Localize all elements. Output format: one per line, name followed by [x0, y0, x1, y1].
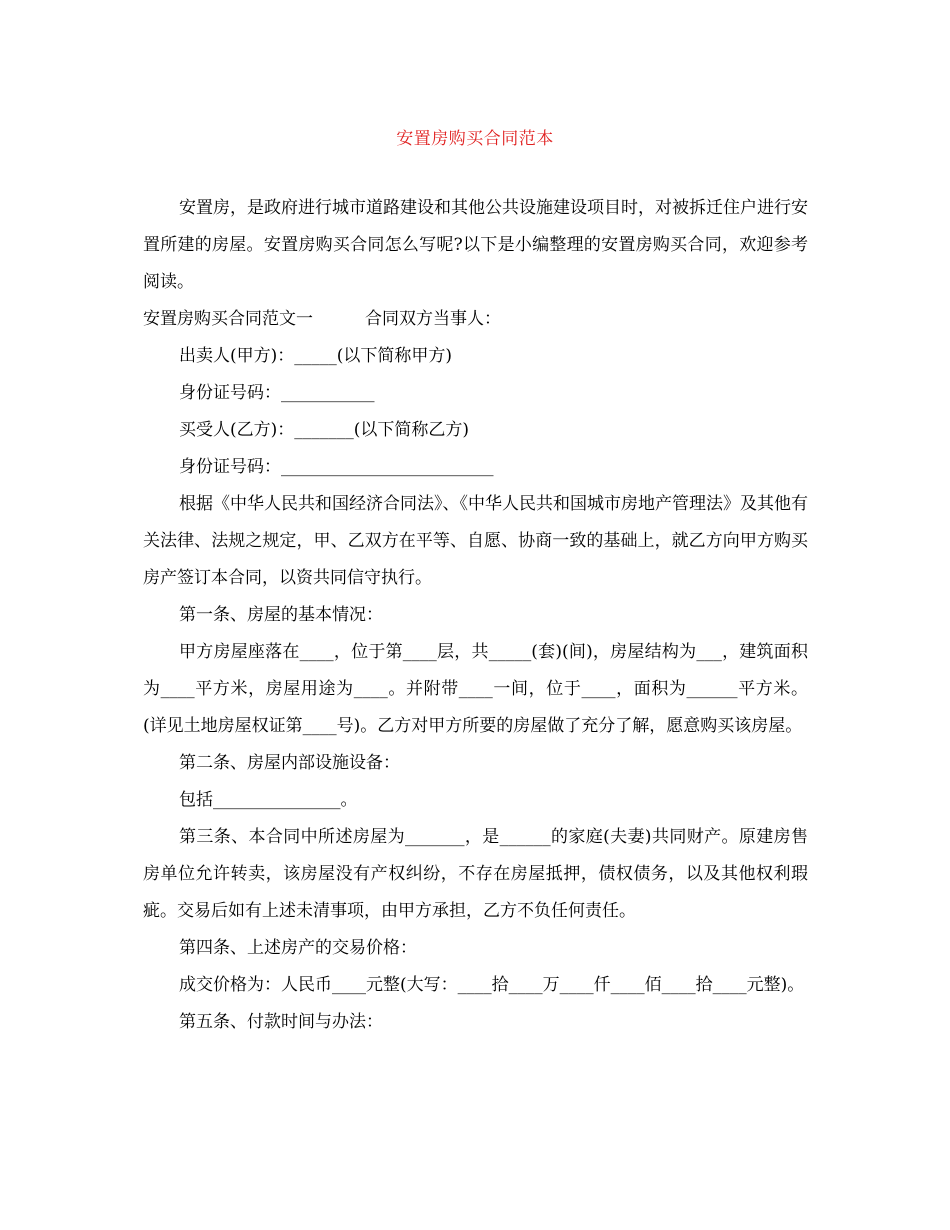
- legal-basis-paragraph: 根据《中华人民共和国经济合同法》、《中华人民共和国城市房地产管理法》及其他有关法律、法规之规定，甲、乙双方在平等、自愿、协商一致的基础上，就乙方向甲方购买房产签订本合同，以资共同信守执行。: [143, 494, 808, 588]
- section-heading-title: 安置房购买合同范文一: [143, 309, 313, 329]
- article-3-body: 第三条、本合同中所述房屋为_______，是______的家庭(夫妻)共同财产。原建房售房单位允许转卖，该房屋没有产权纠纷，不存在房屋抵押，债权债务，以及其他权利瑕疵。交易后如有上述未清事项，由甲方承担，乙方不负任何责任。: [143, 827, 808, 921]
- section-heading-line: [143, 301, 808, 338]
- document-title: 安置房购买合同范本: [396, 129, 554, 149]
- seller-id-line: 身份证号码：___________: [179, 383, 375, 403]
- seller-line: 出卖人(甲方)：_____(以下简称甲方): [179, 346, 453, 366]
- buyer-id-line: 身份证号码：_________________________: [179, 457, 494, 477]
- article-4-body: 成交价格为：人民币____元整(大写：____拾____万____仟____佰____拾____元整)。: [179, 975, 805, 995]
- buyer-line: 买受人(乙方)：_______(以下简称乙方): [179, 420, 470, 440]
- article-2-heading: 第二条、房屋内部设施设备：: [179, 753, 400, 773]
- parties-heading: 合同双方当事人：: [365, 309, 501, 329]
- intro-paragraph: 安置房，是政府进行城市道路建设和其他公共设施建设项目时，对被拆迁住户进行安置所建的房屋。安置房购买合同怎么写呢?以下是小编整理的安置房购买合同，欢迎参考阅读。: [143, 198, 808, 292]
- article-4-heading: 第四条、上述房产的交易价格：: [179, 938, 417, 958]
- document-body: [143, 190, 808, 1041]
- article-1-heading: 第一条、房屋的基本情况：: [179, 605, 383, 625]
- article-2-body: 包括_______________。: [179, 790, 358, 810]
- article-1-body: 甲方房屋座落在____，位于第____层，共_____(套)(间)，房屋结构为___，建筑面积为____平方米，房屋用途为____。并附带____一间，位于____，面积为______平方米。(详见土地房屋权证第____号)。乙方对甲方所要的房屋做了充分了解，愿意购买该房屋。: [143, 642, 808, 736]
- article-5-heading: 第五条、付款时间与办法：: [179, 1012, 383, 1032]
